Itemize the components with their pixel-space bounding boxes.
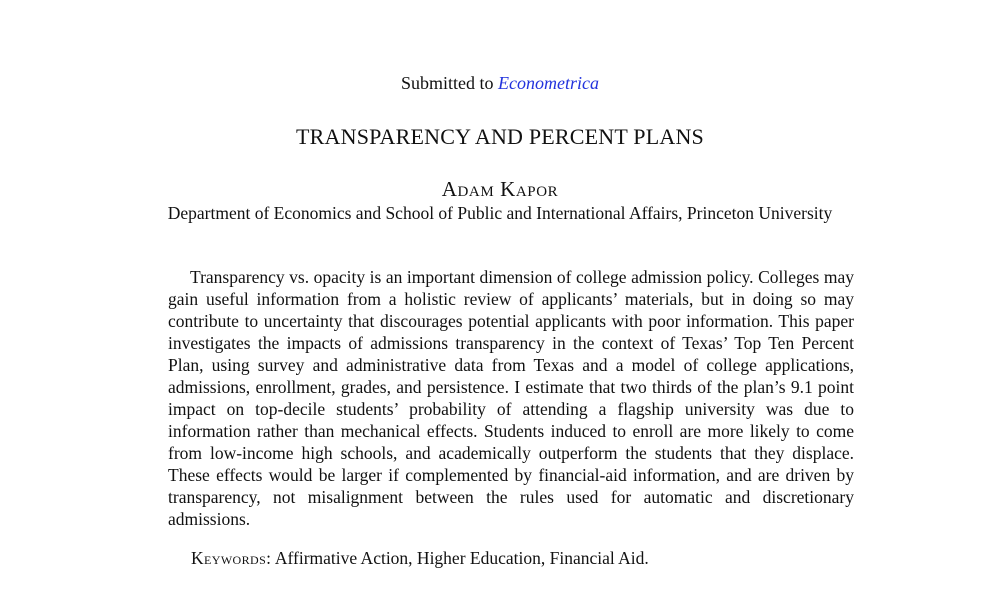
keywords-label: Keywords: bbox=[191, 548, 272, 568]
keywords-line bbox=[191, 546, 871, 570]
submission-line bbox=[0, 71, 1000, 95]
author-name: Adam Kapor bbox=[441, 177, 559, 201]
paper-title: TRANSPARENCY AND PERCENT PLANS bbox=[296, 124, 704, 149]
author-affiliation: Department of Economics and School of Public and International Affairs, Princeton University bbox=[167, 203, 833, 223]
submitted-prefix: Submitted to bbox=[401, 73, 494, 93]
abstract-paragraph: Transparency vs. opacity is an important dimension of college admission policy. Colleges may gain useful information from a holistic review of applicants’ materials, but in doing so may contribute to uncertainty that discourages potential applicants with poor information. This paper investigates the impacts of admissions transparency in the context of Texas’ Top Ten Percent Plan, using survey and administrative data from Texas and a model of college applications, admissions, enrollment, grades, and persistence. I estimate that two thirds of the plan’s 9.1 point impact on top-decile students’ probability of attending a flagship university was due to information rather than mechanical effects. Students induced to enroll are more likely to come from low-income high schools, and academically outperform the students that they displace. These effects would be larger if complemented by financial-aid information, and are driven by transparency, not misalignment between the rules used for automatic and discretionary admissions. bbox=[168, 267, 854, 529]
keywords-text: Affirmative Action, Higher Education, Financial Aid. bbox=[274, 548, 649, 568]
journal-link[interactable]: Econometrica bbox=[498, 73, 599, 93]
